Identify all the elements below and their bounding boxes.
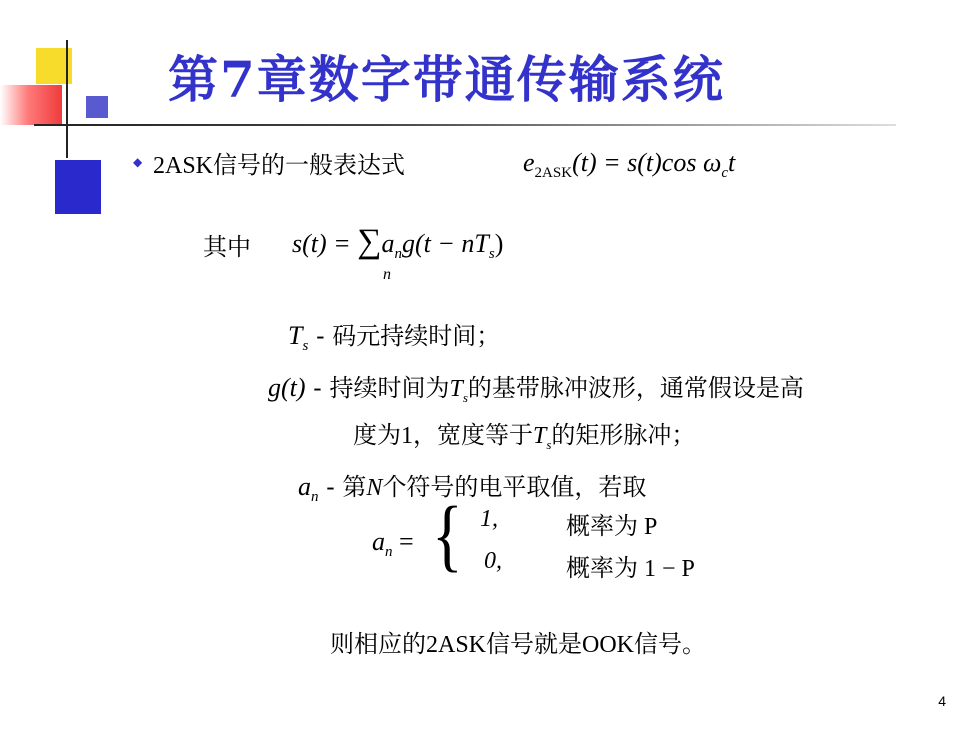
where-label: 其中 xyxy=(203,233,251,261)
piecewise-lhs: $a_n$ = xyxy=(372,527,414,560)
an-definition: $a_n$ - 第N个符号的电平取值，若取 xyxy=(298,472,647,505)
decor-vertical-line xyxy=(66,40,68,158)
case1-condition: 概率为 P xyxy=(566,514,658,540)
sum-index: n xyxy=(383,266,391,283)
page-number: 4 xyxy=(938,693,946,709)
title-divider-line xyxy=(34,124,896,126)
piecewise-brace: { xyxy=(432,490,463,579)
decor-blue-small-square xyxy=(86,96,108,118)
ask-expression-formula: $e_{2ASK}(t) = s(t)\cos$ $\omega_ct$ xyxy=(523,148,736,181)
ts-definition: $T_s$ - 码元持续时间； xyxy=(288,321,501,354)
bullet-text: 2ASK信号的一般表达式 xyxy=(153,151,406,179)
case2-condition: 概率为 1 − P xyxy=(566,556,695,582)
g-definition-line2: 度为1，宽度等于$T_s$的矩形脉冲； xyxy=(353,421,696,452)
slide-title: 第7章数字带通传输系统 xyxy=(168,50,725,109)
case2-value: 0, xyxy=(484,548,502,574)
signal-sum-formula: $s(t) = \sum a_ng(t - nT_s)$ xyxy=(292,223,504,262)
conclusion-text: 则相应的2ASK信号就是OOK信号。 xyxy=(330,630,707,658)
case1-value: 1, xyxy=(480,506,498,532)
decor-red-bar xyxy=(0,85,62,125)
diamond-bullet-icon: ◆ xyxy=(133,155,143,169)
decor-blue-square xyxy=(55,160,101,214)
g-definition-line1: g(t) - 持续时间为$T_s$的基带脉冲波形，通常假设是高 xyxy=(268,373,804,405)
